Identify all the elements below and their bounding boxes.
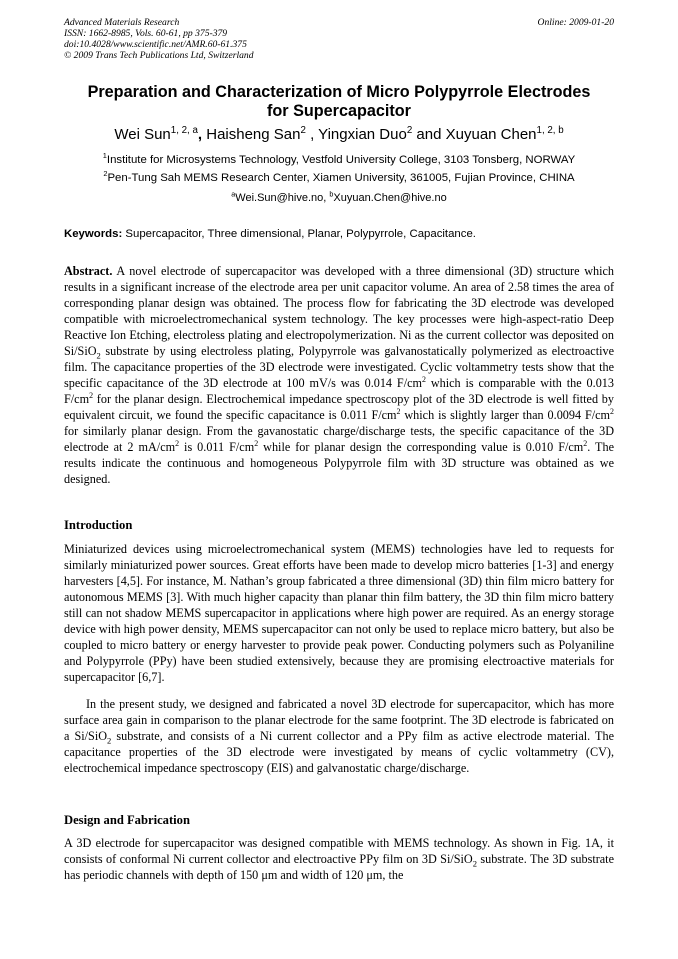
email-address: Xuyuan.Chen@hive.no: [333, 192, 447, 204]
affiliation-2: $^2$Pen-Tung Sah MEMS Research Center, Xiamen University, 361005, Fujian Province, CHINA: [103, 169, 575, 184]
author-affiliation-mark: 2: [300, 125, 306, 136]
doi-line: doi:10.4028/www.scientific.net/AMR.60-61.375: [64, 39, 247, 50]
author-affiliation-mark: 2: [406, 125, 413, 136]
abstract-label: Abstract.: [64, 264, 113, 278]
author-affiliation-mark: 1, 2, b: [536, 125, 564, 136]
author-separator: and: [412, 126, 446, 143]
paper-title: [40, 83, 638, 121]
abstract-paragraph: Abstract. A novel electrode of supercapacitor was developed with a three dimensional (3D) structure which results in a significant increase of the electrode area per unit capacitor volume. An area of 2.58 times the area of corresponding planar design was obtained. The process flow for fabricating the 3D electrode was developed compatible with microelectromechanical system technology. The key processes were high-aspect-ratio Deep Reactive Ion Etching, electroless plating and electropolymerization. Ni as the current collector was deposited on Si/SiO$_2$ substrate by using electroless plating, Polypyrrole was galvanostatically polymerized as electroactive film. The capacitance properties of the 3D electrode were investigated. Cyclic voltammetry tests show that the specific capacitance of the 3D electrode at 100 mV/s was 0.014 $F/cm^2$ which is comparable with the 0.013 $F/cm^2$ for the planar design. Electrochemical impedance spectroscopy plot of the 3D electrode is well fitted by equivalent circuit, we found the specific capacitance is 0.011 $F/cm^2$ which is slightly larger than 0.0094 $F/cm^2$ for similarly planar design. From the gavanostatic charge/discharge tests, the specific capacitance of the 3D electrode at 2 $mA/cm^2$ is 0.011 $F/cm^2$ while for planar design the corresponding value is 0.010 $F/cm^2$. The results indicate the continuous and homogeneous Polypyrrole film with 3D structure was obtained as we designed.: [64, 264, 615, 486]
issn-line: ISSN: 1662-8985, Vols. 60-61, pp 375-379: [64, 28, 228, 39]
introduction-paragraph-2: In the present study, we designed and fabricated a novel 3D electrode for supercapacitor, which has more surface area gain in comparison to the planar electrode for the same footprint. The 3D electrode is fabricated on a Si/SiO$_2$ substrate, and consists of a Ni current collector and a PPy film as active electrode material. The capacitance properties of the 3D electrode were investigated by means of cyclic voltammetry (CV), electrochemical impedance spectroscopy (EIS) and galvanostatic charge/discharge.: [64, 697, 614, 775]
email-address: Wei.Sun@hive.no: [235, 192, 324, 204]
journal-header: [64, 17, 254, 61]
author-separator: ,: [197, 126, 207, 143]
design-heading: Design and Fabrication: [64, 813, 190, 827]
online-date: Online: 2009-01-20: [537, 17, 614, 28]
author-list: [40, 126, 638, 144]
keywords: [64, 227, 624, 241]
design-paragraph: A 3D electrode for supercapacitor was designed compatible with MEMS technology. As shown in Fig. 1A, it consists of conformal Ni current collector and electroactive PPy film on 3D Si/SiO$_2$ substrate. The 3D substrate has periodic channels with depth of 150 μm and width of 120 μm, the: [64, 836, 614, 882]
author-name: Xuyuan Chen: [445, 126, 537, 143]
introduction-heading: Introduction: [64, 518, 133, 532]
title-line-1: Preparation and Characterization of Micro Polypyrrole Electrodes: [87, 83, 591, 101]
author-separator: ,: [305, 126, 319, 143]
keywords-text: Supercapacitor, Three dimensional, Planar, Polypyrrole, Capacitance.: [122, 228, 476, 240]
author-name: Yingxian Duo: [318, 126, 407, 143]
author-name: Wei Sun: [114, 126, 171, 143]
affiliation-1: $^1$Institute for Microsystems Technology, Vestfold University College, 3103 Tonsberg, NORWAY: [102, 151, 576, 166]
copyright-line: © 2009 Trans Tech Publications Ltd, Switzerland: [64, 50, 254, 61]
keywords-label: Keywords:: [64, 228, 123, 240]
author-name: Haisheng San: [206, 126, 301, 143]
introduction-paragraph-1: Miniaturized devices using microelectromechanical system (MEMS) technologies have led to requests for similarly miniaturized power sources. Great efforts have been made to develop micro batteries [1-3] and energy harvesters [4,5]. For instance, M. Nathan’s group fabricated a three dimensional (3D) thin film micro battery for autonomous MEMS [3]. With much higher capacity than planar thin film battery, the 3D thin film micro battery still can not shadow MEMS supercapacitor in applications where high power are required. As an energy storage device with high power density, MEMS supercapacitor can not only be used to replace micro battery, but also be coupled to micro battery or energy harvester to provide peak power. Conducting polymers such as Polyaniline and Polypyrrole (PPy) have been studied extensively, because they are promising electroactive materials for supercapacitor [6,7].: [64, 542, 614, 684]
title-line-2: for Supercapacitor: [267, 102, 411, 120]
journal-name: Advanced Materials Research: [64, 17, 180, 28]
email-line: $^a$Wei.Sun@hive.no, $^b$Xuyuan.Chen@hive.no: [231, 190, 447, 204]
author-affiliation-mark: 1, 2, a: [170, 125, 198, 136]
